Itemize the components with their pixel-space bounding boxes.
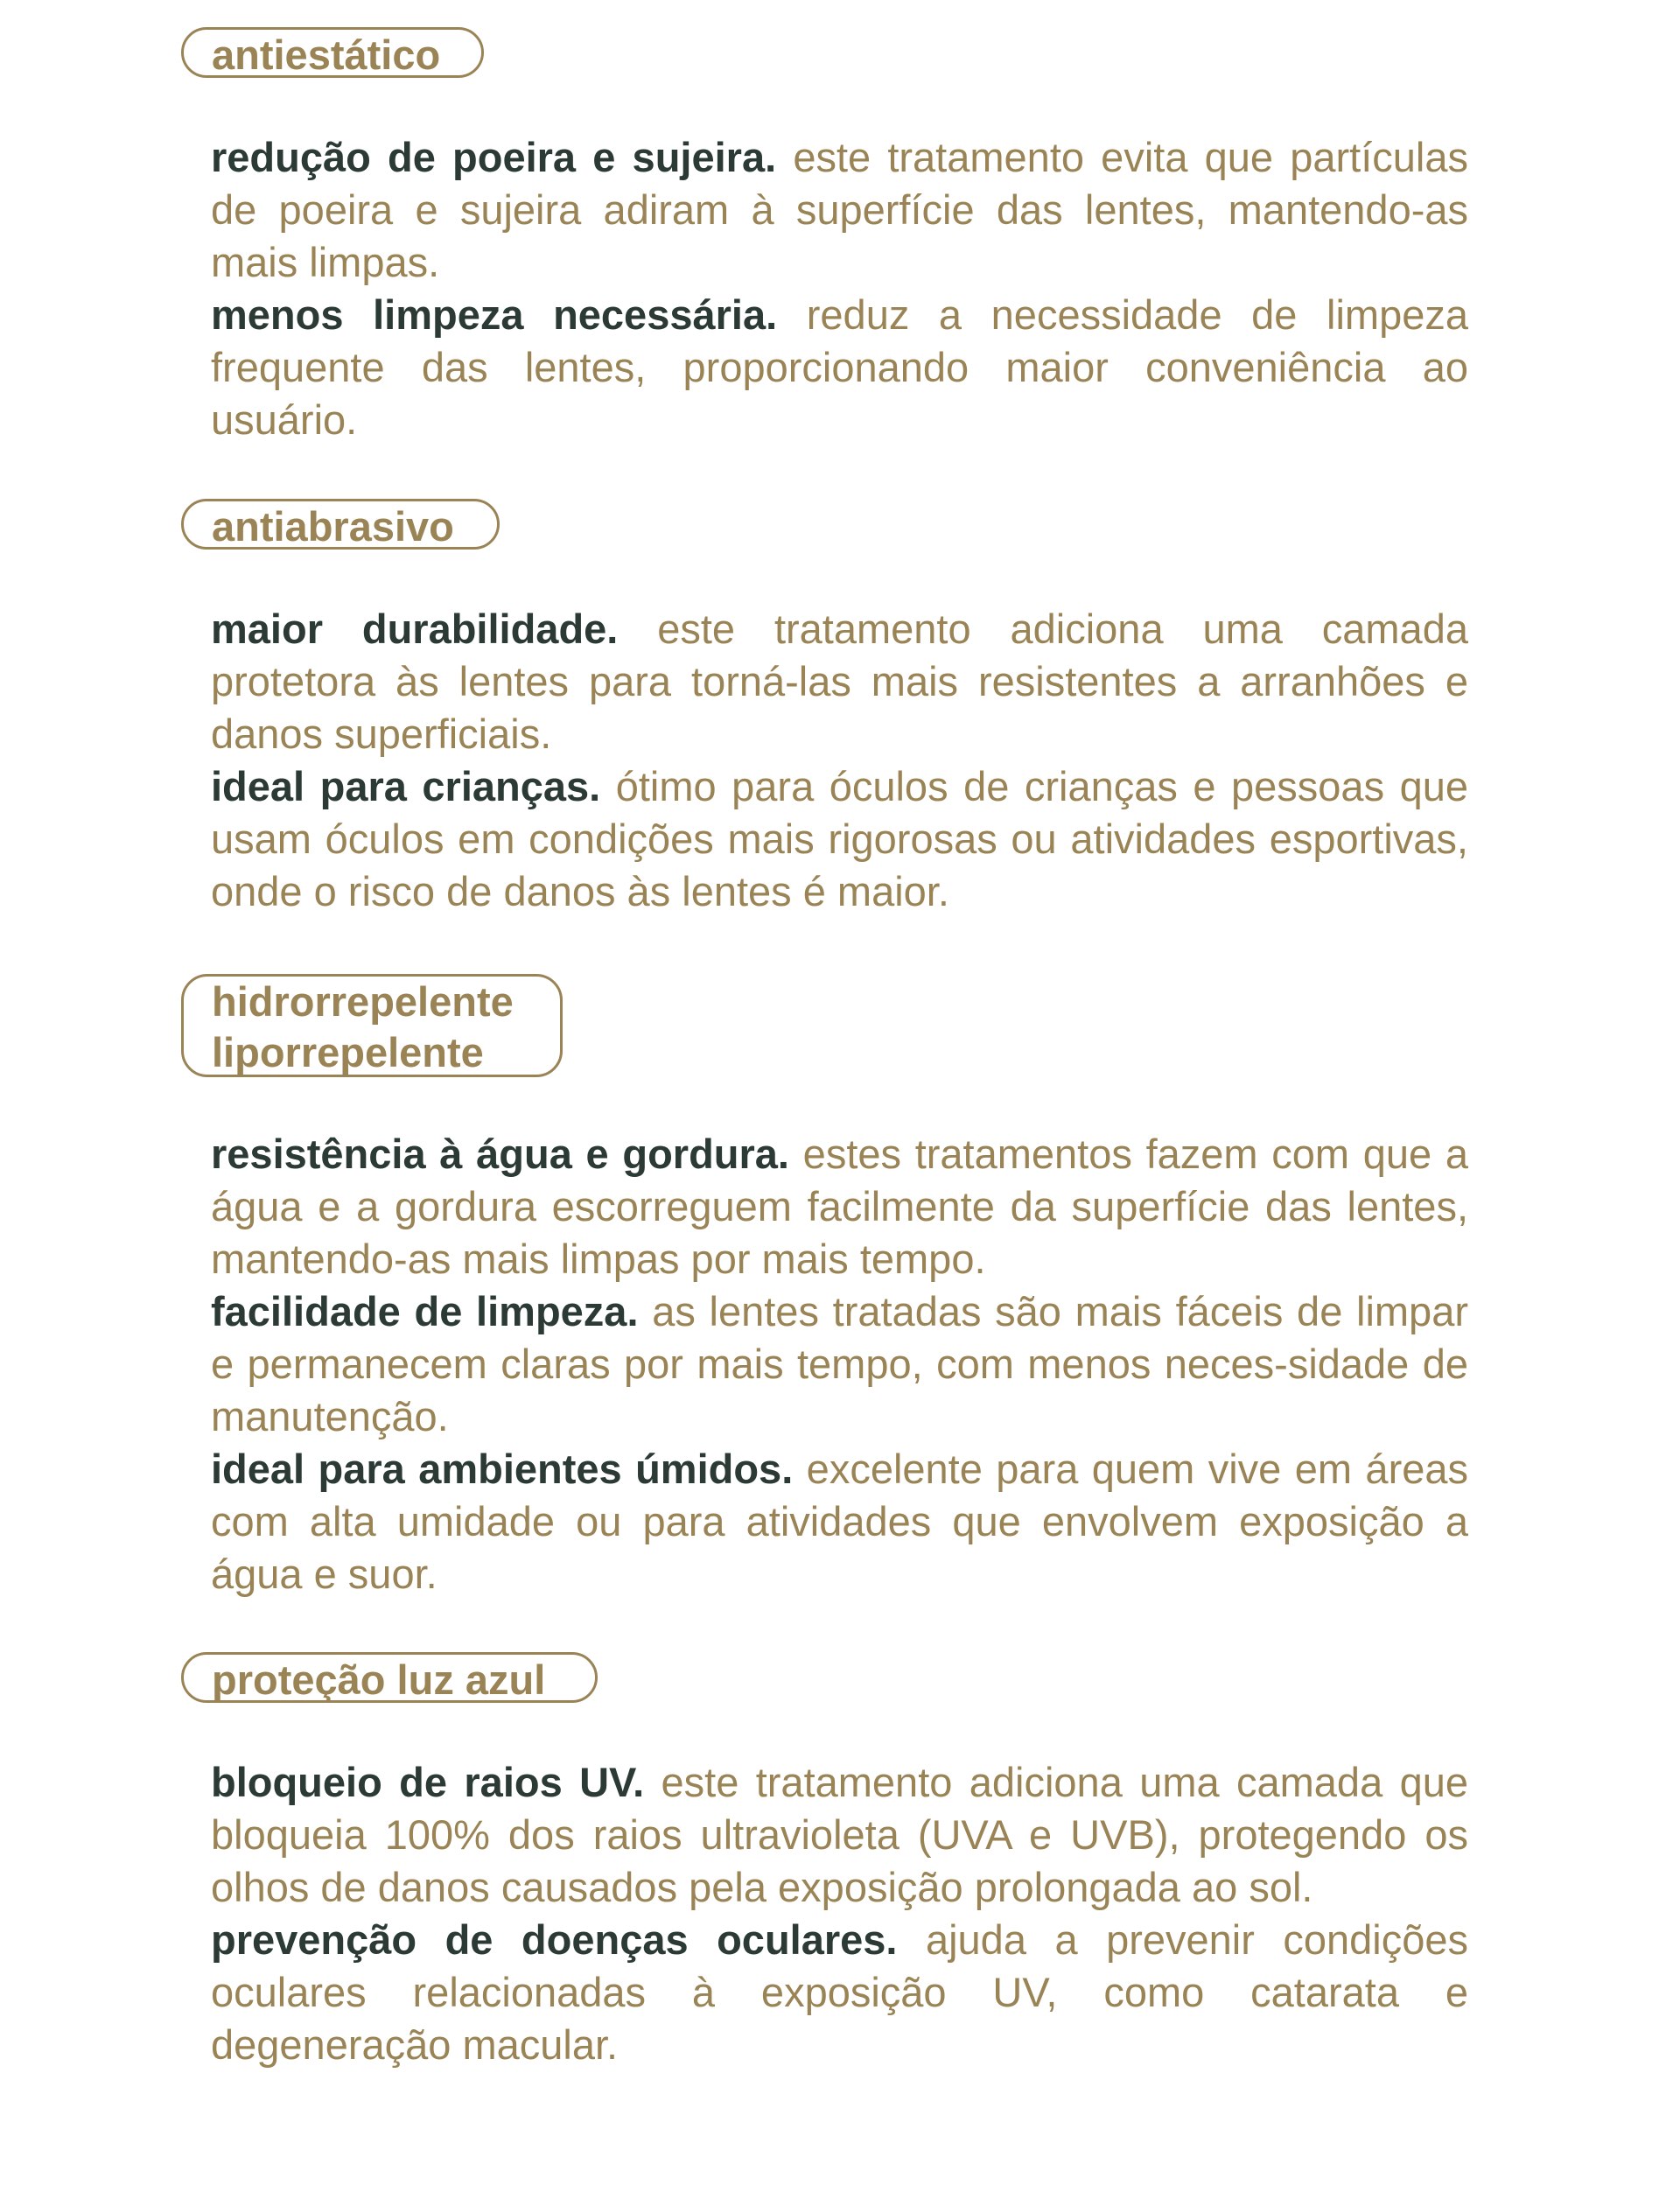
- section-body: [211, 603, 1468, 918]
- paragraph: [211, 1128, 1468, 1285]
- section-title: antiabrasivo: [212, 503, 454, 550]
- paragraph-lead: menos limpeza necessária.: [211, 291, 778, 338]
- paragraph-text: este tratamento adiciona uma camada protetora às lentes para torná-las mais resistentes a arranhões e danos superficiais.: [211, 606, 1468, 757]
- section-title-pill: [181, 27, 484, 78]
- paragraph-lead: resistência à água e gordura.: [211, 1131, 789, 1177]
- paragraph-text: ajuda a prevenir condições oculares relacionadas à exposição UV, como catarata e degeneração macular.: [211, 1916, 1468, 2068]
- paragraph: [211, 760, 1468, 918]
- paragraph: [211, 1443, 1468, 1600]
- paragraph-text: este tratamento adiciona uma camada que bloqueia 100% dos raios ultravioleta (UVA e UVB), protegendo os olhos de danos causados pela exposição prolongada ao sol.: [211, 1759, 1468, 1910]
- paragraph: [211, 1756, 1468, 1914]
- section-title-pill: [181, 974, 563, 1077]
- paragraph-lead: facilidade de limpeza.: [211, 1288, 639, 1334]
- section-body: [211, 131, 1468, 446]
- paragraph: [211, 131, 1468, 289]
- paragraph-lead: bloqueio de raios UV.: [211, 1759, 645, 1805]
- section-title: antiestático: [212, 32, 441, 78]
- paragraph-text: as lentes tratadas são mais fáceis de limpar e permanecem claras por mais tempo, com menos neces-sidade de manutenção.: [211, 1288, 1468, 1439]
- paragraph: [211, 1914, 1468, 2071]
- paragraph-text: excelente para quem vive em áreas com alta umidade ou para atividades que envolvem exposição a água e suor.: [211, 1446, 1468, 1597]
- paragraph-lead: prevenção de doenças oculares.: [211, 1916, 898, 1963]
- paragraph-text: estes tratamentos fazem com que a água e a gordura escorreguem facilmente da superfície das lentes, mantendo-as mais limpas por mais tempo.: [211, 1131, 1468, 1282]
- paragraph-lead: ideal para crianças.: [211, 763, 601, 809]
- section-title: proteção luz azul: [212, 1656, 546, 1703]
- paragraph-text: reduz a necessidade de limpeza frequente das lentes, proporcionando maior conveniência ao usuário.: [211, 291, 1468, 443]
- paragraph-lead: maior durabilidade.: [211, 606, 619, 652]
- paragraph-lead: ideal para ambientes úmidos.: [211, 1446, 794, 1492]
- section-title-line-1: hidrorrepelente: [212, 978, 514, 1025]
- paragraph: [211, 603, 1468, 760]
- section-title-pill: [181, 499, 500, 550]
- section-title-line-2: liporrepelente: [212, 1029, 484, 1075]
- paragraph: [211, 289, 1468, 446]
- paragraph: [211, 1285, 1468, 1443]
- paragraph-text: ótimo para óculos de crianças e pessoas que usam óculos em condições mais rigorosas ou atividades esportivas, onde o risco de danos às lentes é maior.: [211, 763, 1468, 914]
- section-body: [211, 1756, 1468, 2071]
- paragraph-text: este tratamento evita que partículas de poeira e sujeira adiram à superfície das lentes, mantendo-as mais limpas.: [211, 134, 1468, 285]
- paragraph-lead: redução de poeira e sujeira.: [211, 134, 777, 180]
- section-body: [211, 1128, 1468, 1600]
- section-title-pill: [181, 1652, 598, 1703]
